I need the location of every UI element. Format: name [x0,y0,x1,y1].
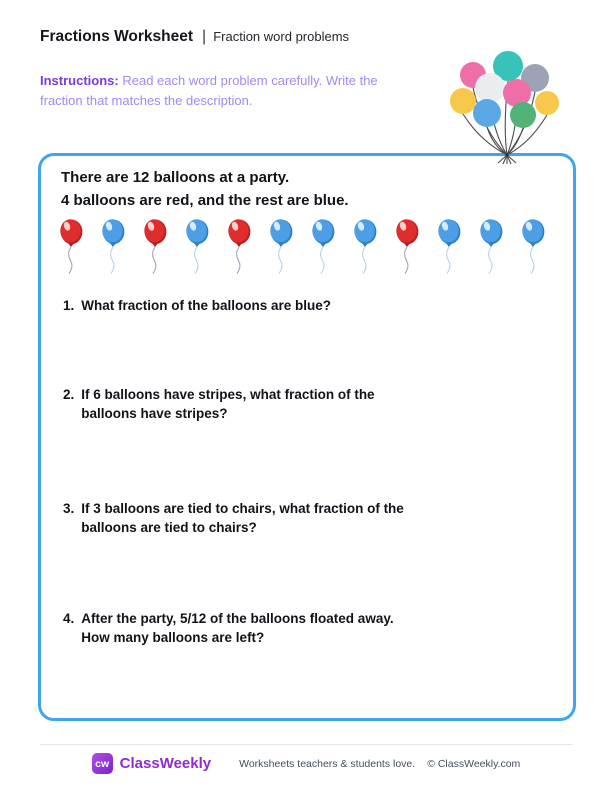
problem-statement-line1: There are 12 balloons at a party. [61,169,290,186]
question-4-number: 4. [63,611,75,626]
red-balloon-icon [143,218,167,276]
string-knot [505,153,508,156]
blue-balloon-icon [437,218,461,276]
question-1 [63,297,331,316]
blue-balloon-icon [521,218,545,276]
question-3-text: If 3 balloons are tied to chairs, what fraction of the balloons are tied to chairs? [81,501,404,535]
blue-balloon-icon [311,218,335,276]
blue-balloon-icon [353,218,377,276]
title-separator: | [202,28,207,45]
problem-box [38,153,576,721]
decor-balloon-yellow-left [450,88,476,114]
blue-balloon-icon [269,218,293,276]
question-1-text: What fraction of the balloons are blue? [81,298,332,313]
instructions-line1: Instructions: Read each word problem carefully. Write the [40,73,378,88]
question-3 [63,500,404,537]
question-4-text: After the party, 5/12 of the balloons floated away. How many balloons are left? [81,611,394,645]
instructions-label: Instructions: [40,73,119,88]
footer-copyright: © ClassWeekly.com [427,757,521,770]
classweekly-logo-icon: cw [92,753,113,774]
question-2-text: If 6 balloons have stripes, what fraction of the balloons have stripes? [81,387,375,421]
red-balloon-icon [59,218,83,276]
question-1-number: 1. [63,298,75,313]
blue-balloon-icon [185,218,209,276]
instructions-block [40,71,378,111]
decor-balloon-green [510,102,536,128]
problem-statement [61,166,349,212]
question-4 [63,610,394,647]
brand-name: ClassWeekly [119,755,212,772]
decor-balloon-yellow-right [535,91,559,115]
problem-statement-line2: 4 balloons are red, and the rest are blue. [61,192,349,209]
footer-divider [40,744,572,745]
balloon-cluster-illustration [445,46,575,166]
decor-balloon-blue [473,99,501,127]
question-3-number: 3. [63,501,75,516]
worksheet-header [40,28,349,46]
red-balloon-icon [395,218,419,276]
balloon-row [59,218,545,276]
page-title: Fractions Worksheet [40,28,194,45]
page-subtitle: Fraction word problems [213,29,350,44]
footer [0,753,612,774]
decor-balloon-white [475,73,505,103]
blue-balloon-icon [101,218,125,276]
question-2 [63,386,375,423]
instructions-line2: fraction that matches the description. [40,93,253,108]
blue-balloon-icon [479,218,503,276]
red-balloon-icon [227,218,251,276]
footer-tagline: Worksheets teachers & students love. [239,757,416,770]
question-2-number: 2. [63,387,75,402]
